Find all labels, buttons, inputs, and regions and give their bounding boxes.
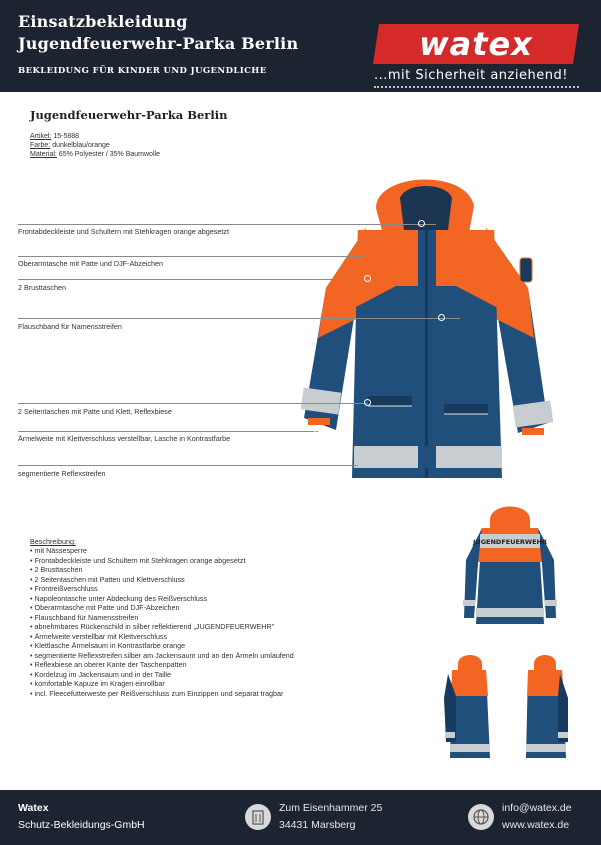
description-list xyxy=(30,546,370,698)
callout-label-4: Flauschband für Namensstreifen xyxy=(18,322,122,331)
product-farbe xyxy=(30,142,110,149)
header-dotted-divider xyxy=(374,86,579,88)
footer-city: 34431 Marsberg xyxy=(279,819,356,831)
artikel-label: Artikel: xyxy=(30,133,52,140)
footer-street: Zum Eisenhammer 25 xyxy=(279,802,383,814)
watex-logo xyxy=(373,22,585,66)
callout-label-2: Oberarmtasche mit Patte und DJF-Abzeichen xyxy=(18,259,164,268)
material-label: Material: xyxy=(30,151,57,158)
callout-dot-1 xyxy=(418,220,425,227)
list-item: • Oberarmtasche mit Patte und DJF-Abzeichen xyxy=(30,603,370,613)
callout-line-7 xyxy=(18,465,358,466)
footer-company-subtitle: Schutz-Bekleidungs-GmbH xyxy=(18,819,145,831)
list-item: • Frontabdeckleiste und Schultern mit Stehkragen orange abgesetzt xyxy=(30,556,370,566)
jacket-back-image xyxy=(460,500,560,630)
globe-icon xyxy=(468,804,494,830)
header-title-line2: Jugendfeuerwehr-Parka Berlin xyxy=(18,34,299,53)
header-subtitle: BEKLEIDUNG FÜR KINDER UND JUGENDLICHE xyxy=(18,66,267,76)
jacket-side-right-image xyxy=(520,650,570,762)
list-item: • Ärmelweite verstellbar mit Klettverschluss xyxy=(30,632,370,642)
callout-line-5 xyxy=(18,403,368,404)
callout-label-1: Frontabdeckleiste und Schultern mit Stehkragen orange abgesetzt xyxy=(18,227,229,236)
list-item: • abnehmbares Rückenschild in silber reflektierend „JUGENDFEUERWEHR" xyxy=(30,622,370,632)
list-item: • 2 Brusttaschen xyxy=(30,565,370,575)
material-value: 65% Polyester / 35% Baumwolle xyxy=(58,151,160,158)
list-item: • 2 Seitentaschen mit Patten und Klettverschluss xyxy=(30,575,370,585)
list-item: • komfortable Kapuze im Kragen einrollbar xyxy=(30,679,370,689)
building-icon xyxy=(245,804,271,830)
back-print-text: JUGENDFEUERWEHR xyxy=(473,538,547,546)
callout-label-3: 2 Brusttaschen xyxy=(18,283,66,292)
callout-dot-6 xyxy=(314,427,321,434)
list-item: • incl. Fleecefutterweste per Reißverschluss zum Einzippen und separat tragbar xyxy=(30,689,370,699)
header-slogan: ...mit Sicherheit anziehend! xyxy=(374,68,568,83)
logo-text: watex xyxy=(419,25,533,63)
product-material xyxy=(30,151,160,158)
list-item: • Reflexbiese an oberer Kante der Taschenpatten xyxy=(30,660,370,670)
list-item: • Frontreißverschluss xyxy=(30,584,370,594)
list-item: • Flauschband für Namensstreifen xyxy=(30,613,370,623)
product-title: Jugendfeuerwehr-Parka Berlin xyxy=(30,108,228,122)
callout-line-3 xyxy=(18,279,368,280)
callout-line-2 xyxy=(18,256,364,257)
callout-label-5: 2 Seitentaschen mit Patte und Klett, Reflexbiese xyxy=(18,407,172,416)
callout-label-6: Ärmelweite mit Klettverschluss verstellbar, Lasche in Kontrastfarbe xyxy=(18,434,231,443)
jacket-side-left-image xyxy=(442,650,498,762)
list-item: • mit Nässesperre xyxy=(30,546,370,556)
callout-dot-5 xyxy=(364,399,371,406)
farbe-value: dunkelblau/orange xyxy=(52,142,110,149)
page-header xyxy=(0,0,601,92)
callout-line-1 xyxy=(18,224,436,225)
callout-label-7: segmentierte Reflexstreifen xyxy=(18,469,106,478)
list-item: • segmentierte Reflexstreifen silber am Jackensaum und an den Ärmeln umlaufend xyxy=(30,651,370,661)
footer-company-name: Watex xyxy=(18,802,49,814)
header-title-line1: Einsatzbekleidung xyxy=(18,12,188,31)
callout-line-6 xyxy=(18,431,318,432)
page-footer xyxy=(0,790,601,845)
list-item: • Napoleontasche unter Abdeckung des Reißverschluss xyxy=(30,594,370,604)
farbe-label: Farbe: xyxy=(30,142,51,149)
footer-email-link[interactable]: info@watex.de xyxy=(502,802,572,814)
footer-web-link[interactable]: www.watex.de xyxy=(502,819,570,831)
artikel-value: 15-5888 xyxy=(53,133,80,140)
callout-dot-4 xyxy=(438,314,445,321)
description-heading: Beschreibung: xyxy=(30,537,76,546)
callout-line-4 xyxy=(18,318,460,319)
jacket-front-image xyxy=(296,168,556,500)
list-item: • Klettlasche Ärmelsaum in Kontrastfarbe orange xyxy=(30,641,370,651)
list-item: • Kordelzug im Jackensaum und in der Taille xyxy=(30,670,370,680)
callout-dot-3 xyxy=(364,275,371,282)
product-artikel xyxy=(30,133,79,140)
